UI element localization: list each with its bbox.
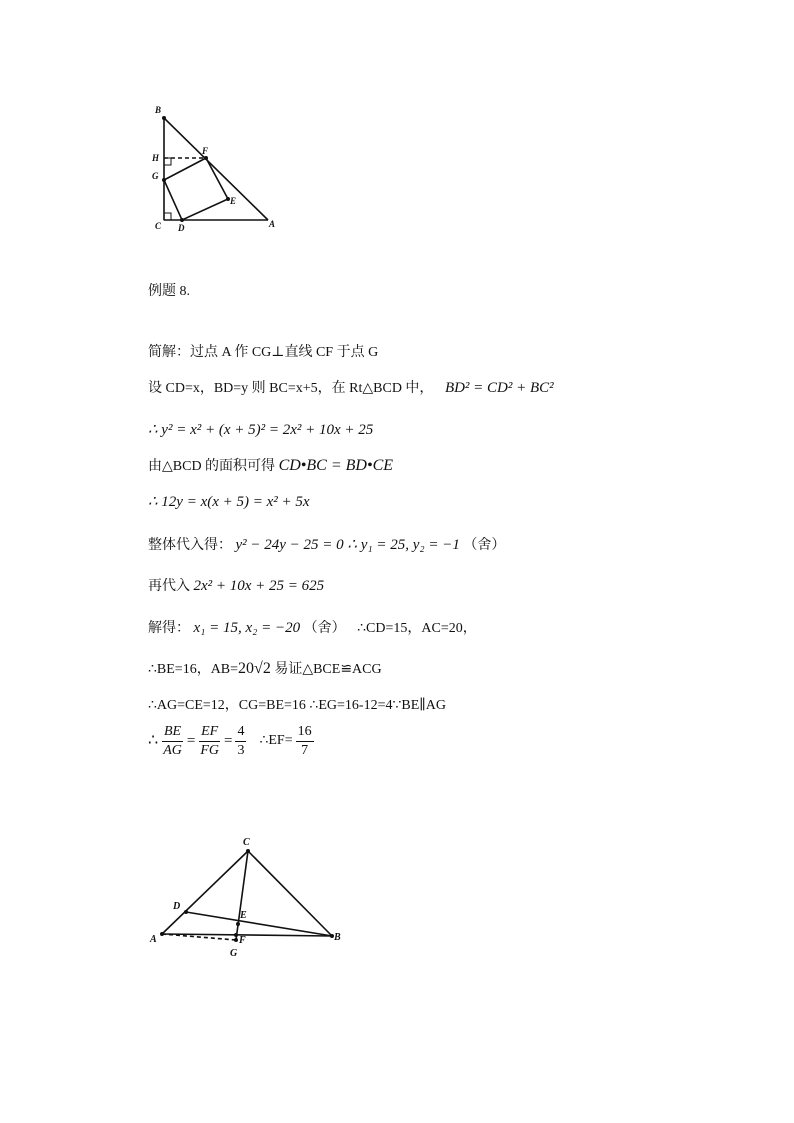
- line8-equation: x₁ = 15, x₂ = −20: [193, 620, 301, 636]
- label-b: B: [334, 932, 341, 943]
- line9-part-a: ∴BE=16，AB=: [148, 662, 239, 677]
- line5-equation: ∴ 12y = x(x + 5) = x² + 5x: [148, 494, 310, 510]
- line9-part-b: 易证△BCE≌ACG: [274, 662, 382, 677]
- fraction-ef-fg-den: FG: [200, 742, 219, 758]
- line2-text: 设 CD=x，BD=y 则 BC=x+5，在 Rt△BCD 中，: [148, 381, 434, 396]
- label-b: B: [155, 105, 162, 115]
- line4-equation: CD•BC = BD•CE: [278, 457, 394, 474]
- segment-cf: [236, 851, 248, 940]
- figure-2-triangle: [140, 830, 360, 970]
- fraction-16-7-den: 7: [301, 742, 309, 758]
- fraction-4-3-den: 3: [237, 742, 245, 758]
- line6-equation: y² − 24y − 25 = 0 ∴ y₁ = 25, y₂ = −1: [235, 537, 460, 553]
- line4-text: 由△BCD 的面积可得: [148, 459, 276, 474]
- solution-line-7: [148, 577, 324, 596]
- label-g: G: [230, 948, 238, 959]
- line7-text: 再代入: [148, 579, 190, 594]
- fraction-4-3-num: 4: [235, 723, 246, 742]
- line6-text: 整体代入得：: [148, 538, 232, 553]
- fraction-16-7-num: 16: [296, 723, 314, 742]
- fraction-be-ag: [161, 723, 184, 760]
- solution-line-9: [148, 660, 382, 679]
- label-d: D: [178, 223, 185, 233]
- solution-line-1: 简解：过点 A 作 CG⊥直线 CF 于点 G: [148, 345, 379, 360]
- line2-equation: BD² = CD² + BC²: [444, 380, 554, 396]
- label-e: E: [230, 196, 237, 206]
- solution-line-2: [148, 379, 554, 398]
- fraction-4-3: [235, 723, 246, 760]
- label-h: H: [152, 153, 160, 163]
- label-a: A: [150, 934, 157, 945]
- fraction-be-ag-den: AG: [163, 742, 182, 758]
- square-dgfe: [164, 158, 228, 220]
- line8-text: 解得：: [148, 621, 190, 636]
- label-f: F: [202, 146, 209, 156]
- label-e: E: [240, 910, 247, 921]
- segment-ab: [162, 934, 332, 936]
- right-angle-mark-c: [164, 213, 171, 220]
- segment-cb: [248, 851, 332, 936]
- label-d: D: [173, 901, 181, 912]
- label-c: C: [243, 837, 250, 848]
- label-a: A: [269, 219, 276, 229]
- fraction-16-7: [296, 723, 314, 760]
- segment-db: [186, 912, 332, 936]
- fraction-ef-fg: [198, 723, 221, 760]
- line3-equation: ∴ y² = x² + (x + 5)² = 2x² + 10x + 25: [148, 422, 374, 438]
- label-c: C: [155, 221, 162, 231]
- fraction-ef-fg-num: EF: [199, 723, 220, 742]
- line9-sqrt: 20√2: [238, 660, 271, 677]
- line7-equation: 2x² + 10x + 25 = 625: [193, 578, 325, 594]
- figure-1-right-triangle: [140, 100, 290, 240]
- line8-tail: ∴CD=15，AC=20，: [357, 621, 477, 636]
- solution-line-6: [148, 536, 505, 555]
- fraction-be-ag-num: BE: [162, 723, 183, 742]
- solution-line-8: [148, 619, 477, 638]
- solution-line-4: [148, 457, 393, 476]
- line8-note: （舍）: [303, 621, 346, 636]
- right-angle-mark-h: [164, 158, 171, 165]
- solution-line-10: ∴AG=CE=12，CG=BE=16 ∴EG=16-12=4∵BE∥AG: [148, 698, 446, 713]
- solution-line-5: [148, 493, 310, 512]
- solution-line-11: ∴ $\frac{BE}{AG}$ = $\frac{EF}{FG}$ = $\frac{4}{3}$ ∴EF= $\frac{16}{7}$: [148, 722, 317, 760]
- line6-note: （舍）: [463, 538, 506, 553]
- solution-line-3: [148, 421, 373, 440]
- line11-mid: ∴EF=: [259, 733, 293, 748]
- label-g: G: [152, 171, 159, 181]
- label-f: F: [239, 935, 246, 946]
- example-title: 例题 8.: [148, 284, 190, 299]
- line11-prefix: ∴: [148, 732, 159, 749]
- segment-ac: [162, 851, 248, 934]
